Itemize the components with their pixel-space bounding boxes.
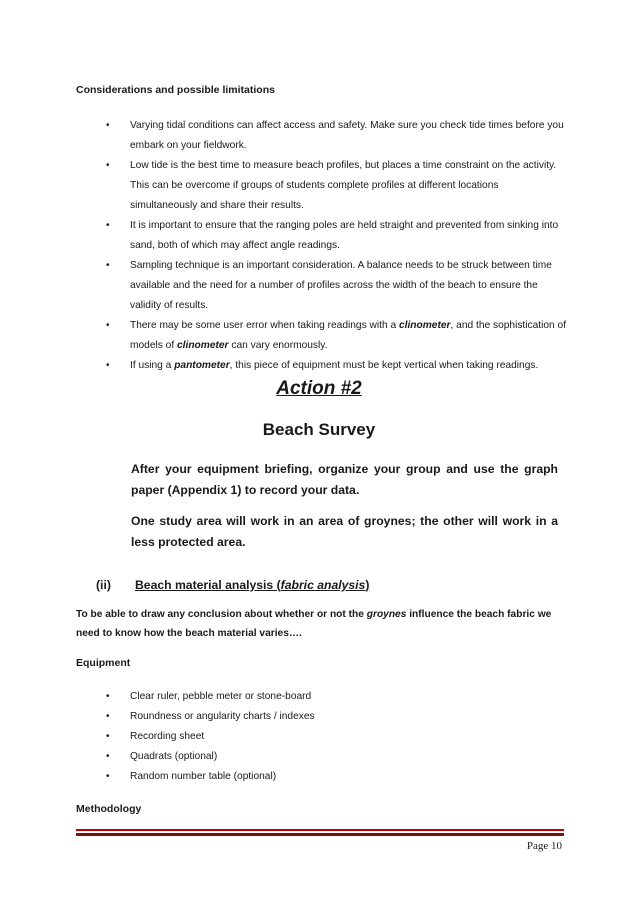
list-item-text: Quadrats (optional)	[130, 751, 218, 762]
term-fabric-analysis: fabric analysis	[280, 578, 366, 592]
page-number: Page 10	[526, 840, 562, 852]
footer-rule	[76, 833, 564, 836]
section-title	[135, 578, 369, 592]
text-run: There may be some user error when taking readings with a	[130, 320, 399, 331]
methodology-heading: Methodology	[76, 803, 142, 815]
bullet-icon: •	[106, 220, 110, 231]
list-item	[106, 256, 568, 316]
text-run: , this piece of equipment must be kept vertical when taking readings.	[229, 360, 539, 371]
section-heading	[96, 578, 369, 592]
list-item	[106, 687, 568, 707]
list-item-text	[130, 316, 568, 336]
bullet-icon: •	[106, 691, 110, 702]
list-item	[106, 747, 568, 767]
list-item-text: This can be overcome if groups of students complete profiles at different locations	[130, 180, 499, 191]
list-item-text	[130, 356, 568, 376]
list-item	[106, 707, 568, 727]
list-item-text: Clear ruler, pebble meter or stone-board	[130, 691, 312, 702]
list-item-text: sand, both of which may affect angle readings.	[130, 240, 340, 251]
action-title: Action #2	[276, 378, 362, 399]
text-run: , and the sophistication of	[450, 320, 567, 331]
list-item-text	[130, 336, 568, 356]
bullet-icon: •	[106, 751, 110, 762]
list-item	[106, 727, 568, 747]
survey-title: Beach Survey	[262, 420, 376, 439]
considerations-heading: Considerations and possible limitations	[76, 84, 275, 96]
action-paragraph-2: One study area will work in an area of groynes; the other will work in a less protected area.	[131, 514, 558, 549]
list-item-text: Varying tidal conditions can affect access and safety. Make sure you check tide times before you	[130, 120, 564, 131]
bullet-icon: •	[106, 320, 110, 331]
bullet-icon: •	[106, 160, 110, 171]
equipment-list	[106, 687, 568, 787]
list-item-text: validity of results.	[130, 300, 209, 311]
bullet-icon: •	[106, 771, 110, 782]
text-run: To be able to draw any conclusion about whether or not the	[76, 609, 367, 620]
list-item-text: Roundness or angularity charts / indexes	[130, 711, 315, 722]
section-number: (ii)	[96, 578, 111, 592]
text-run: influence the beach fabric we need to know how the beach material varies….	[76, 609, 552, 639]
term-clinometer: clinometer	[177, 340, 229, 351]
list-item-text: available and the need for a number of profiles across the width of the beach to ensure the	[130, 280, 538, 291]
list-item-text: simultaneously and share their results.	[130, 200, 304, 211]
list-item	[106, 216, 568, 256]
text-run: Beach material analysis (	[135, 578, 281, 592]
term-clinometer: clinometer	[398, 320, 451, 331]
list-item	[106, 316, 568, 356]
bullet-icon: •	[106, 360, 110, 371]
list-item-text: Random number table (optional)	[130, 771, 277, 782]
footer-rule	[76, 829, 564, 831]
list-item	[106, 767, 568, 787]
list-item	[106, 156, 568, 216]
section-intro	[76, 605, 566, 643]
bullet-icon: •	[106, 731, 110, 742]
list-item-text: Recording sheet	[130, 731, 205, 742]
bullet-icon: •	[106, 120, 110, 131]
text-run: can vary enormously.	[228, 340, 328, 351]
bullet-icon: •	[106, 711, 110, 722]
text-run: If using a	[130, 360, 175, 371]
text-run: )	[365, 578, 370, 592]
bullet-icon: •	[106, 260, 110, 271]
text-run: models of	[130, 340, 177, 351]
considerations-list	[106, 116, 568, 376]
term-pantometer: pantometer	[174, 360, 230, 371]
list-item-text: Low tide is the best time to measure beach profiles, but places a time constraint on the activity.	[130, 160, 557, 171]
list-item-text: It is important to ensure that the ranging poles are held straight and prevented from sinking into	[130, 220, 559, 231]
list-item-text: embark on your fieldwork.	[130, 140, 247, 151]
list-item	[106, 356, 568, 376]
equipment-heading: Equipment	[76, 657, 131, 669]
term-groynes: groynes	[366, 609, 407, 620]
list-item	[106, 116, 568, 156]
action-paragraph-1: After your equipment briefing, organize your group and use the graph paper (Appendix 1) to record your data.	[131, 462, 558, 497]
list-item-text: Sampling technique is an important consideration. A balance needs to be struck between time	[130, 260, 552, 271]
